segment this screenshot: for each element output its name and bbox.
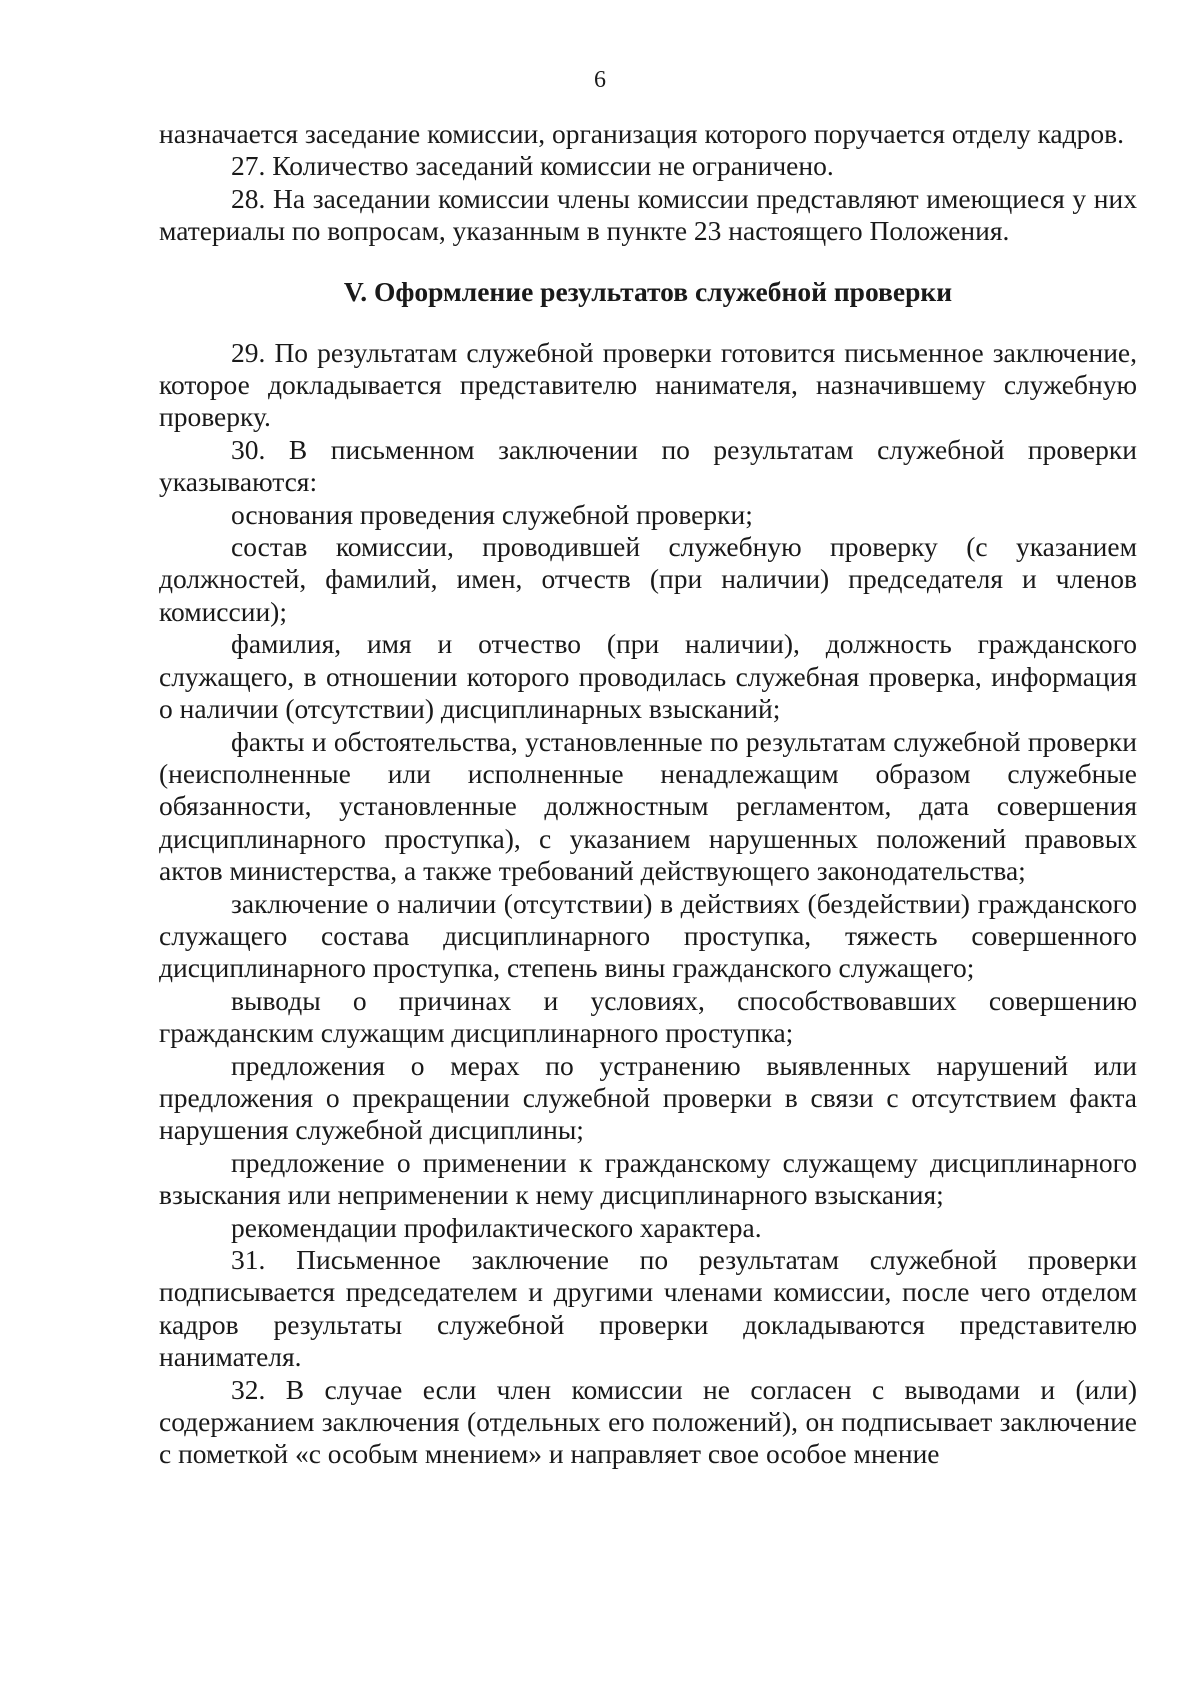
paragraph-item-30: 30. В письменном заключении по результатам служебной проверки указываются: (159, 433, 1137, 498)
paragraph-item-32: 32. В случае если член комиссии не согласен с выводами и (или) содержанием заключения (отдельных его положений), он подписывает заключение с пометкой «с особым мнением» и направляет свое особое мнение (159, 1373, 1137, 1470)
list-item-recommendations: рекомендации профилактического характера. (231, 1211, 762, 1243)
list-item-proposals-remedy: предложения о мерах по устранению выявленных нарушений или предложения о прекращении служебной проверки в связи с отсутствием факта нарушения служебной дисциплины; (159, 1049, 1137, 1146)
list-item-conclusion: заключение о наличии (отсутствии) в действиях (бездействии) гражданского служащего состава дисциплинарного проступка, тяжесть совершенного дисциплинарного проступка, степень вины гражданского служащего; (159, 887, 1137, 984)
paragraph-item-31: 31. Письменное заключение по результатам служебной проверки подписывается председателем и другими членами комиссии, после чего отделом кадров результаты служебной проверки докладываются представителю нанимателя. (159, 1244, 1137, 1373)
list-item-commission-composition: состав комиссии, проводившей служебную проверку (с указанием должностей, фамилий, имен, отчеств (при наличии) председателя и членов комиссии); (159, 531, 1137, 627)
document-body (159, 118, 1137, 1471)
list-item-proposal-penalty: предложение о применении к гражданскому служащему дисциплинарного взыскания или неприменении к нему дисциплинарного взыскания; (159, 1146, 1137, 1211)
paragraph-item-28: 28. На заседании комиссии члены комиссии представляют имеющиеся у них материалы по вопросам, указанным в пункте 23 настоящего Положения. (159, 182, 1137, 247)
paragraph-item-29: 29. По результатам служебной проверки готовится письменное заключение, которое докладывается представителю нанимателя, назначившему служебную проверку. (159, 336, 1137, 433)
paragraph-continuation: назначается заседание комиссии, организация которого поручается отделу кадров. (159, 118, 1124, 149)
page-number: 6 (594, 67, 606, 93)
paragraph-item-27: 27. Количество заседаний комиссии не ограничено. (231, 150, 834, 182)
list-item-grounds: основания проведения служебной проверки; (231, 498, 753, 530)
section-heading: V. Оформление результатов служебной проверки (343, 275, 953, 307)
list-item-employee-info: фамилия, имя и отчество (при наличии), должность гражданского служащего, в отношении которого проводилась служебная проверка, информация о наличии (отсутствии) дисциплинарных взысканий; (159, 628, 1137, 725)
list-item-facts: факты и обстоятельства, установленные по результатам служебной проверки (неисполненные или исполненные ненадлежащим образом служебные обязанности, установленные должностным регламентом, дата совершения дисциплинарного проступка), с указанием нарушенных положений правовых актов министерства, а также требований действующего законодательства; (159, 725, 1137, 887)
list-item-causes: выводы о причинах и условиях, способствовавших совершению гражданским служащим дисциплинарного проступка; (159, 984, 1137, 1049)
